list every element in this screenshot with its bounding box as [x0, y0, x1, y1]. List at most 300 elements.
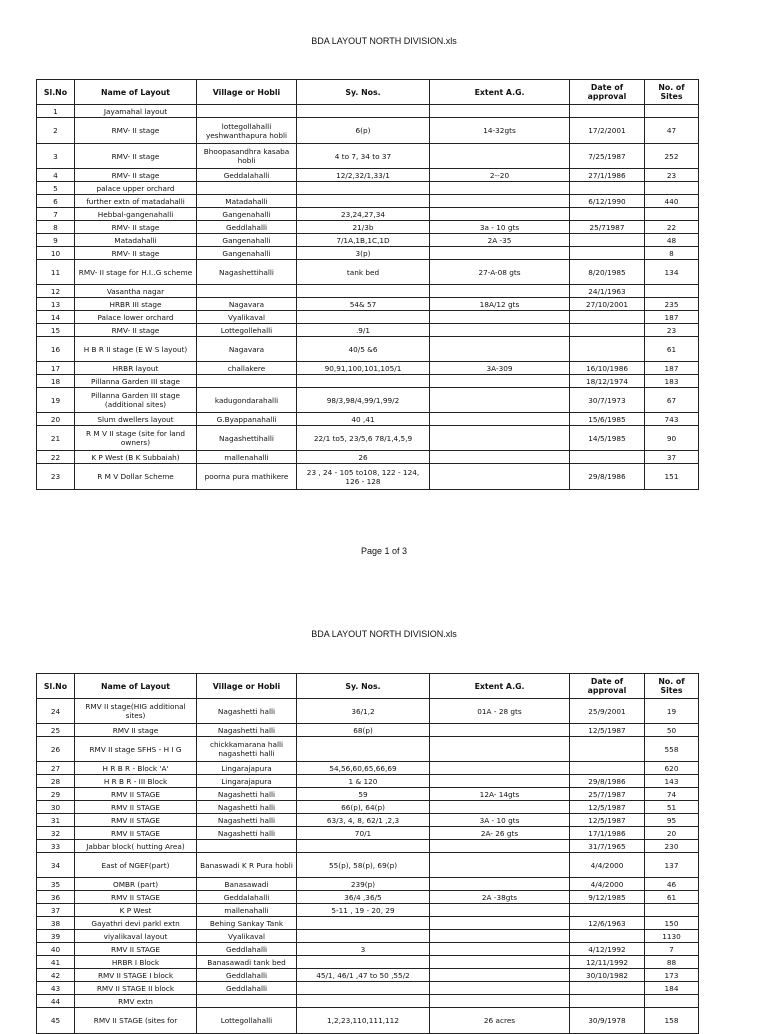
- cell-survey-numbers: [297, 995, 430, 1008]
- cell-extent: 3A - 10 gts: [430, 814, 570, 827]
- cell-village: Banaswadi K R Pura hobli: [197, 853, 297, 878]
- cell-date-approval: 12/5/1987: [570, 801, 645, 814]
- col-header-num-sites: No. of Sites: [645, 80, 699, 105]
- cell-layout-name: RMV- II stage: [75, 221, 197, 234]
- cell-num-sites: [645, 105, 699, 118]
- cell-date-approval: [570, 105, 645, 118]
- cell-village: Gangenahalli: [197, 234, 297, 247]
- cell-village: [197, 105, 297, 118]
- table-row: [37, 311, 699, 324]
- cell-extent: [430, 451, 570, 464]
- table-row: [37, 853, 699, 878]
- cell-layout-name: RMV II stage(HIG additional sites): [75, 699, 197, 724]
- cell-extent: [430, 311, 570, 324]
- cell-village: [197, 995, 297, 1008]
- cell-extent: [430, 337, 570, 362]
- cell-extent: [430, 930, 570, 943]
- table-row: [37, 247, 699, 260]
- cell-extent: 12A- 14gts: [430, 788, 570, 801]
- cell-survey-numbers: 3: [297, 943, 430, 956]
- table-row: [37, 464, 699, 490]
- cell-num-sites: 74: [645, 788, 699, 801]
- cell-layout-name: RMV II STAGE I block: [75, 969, 197, 982]
- cell-survey-numbers: 54& 57: [297, 298, 430, 311]
- cell-layout-name: RMV- II stage: [75, 324, 197, 337]
- table-row: [37, 814, 699, 827]
- cell-village: kadugondarahalli: [197, 388, 297, 413]
- cell-num-sites: 20: [645, 827, 699, 840]
- cell-extent: [430, 762, 570, 775]
- table-row: [37, 285, 699, 298]
- cell-village: Geddalahalli: [197, 891, 297, 904]
- cell-num-sites: 67: [645, 388, 699, 413]
- cell-extent: [430, 195, 570, 208]
- cell-date-approval: 16/10/1986: [570, 362, 645, 375]
- cell-survey-numbers: 7/1A,1B,1C,1D: [297, 234, 430, 247]
- col-header-layout-name: Name of Layout: [75, 80, 197, 105]
- cell-slno: 12: [37, 285, 75, 298]
- cell-slno: 8: [37, 221, 75, 234]
- cell-survey-numbers: [297, 285, 430, 298]
- table-row: [37, 375, 699, 388]
- cell-village: Vyalikaval: [197, 311, 297, 324]
- cell-date-approval: 15/6/1985: [570, 413, 645, 426]
- table-row: [37, 1008, 699, 1034]
- table-row: [37, 891, 699, 904]
- cell-village: Lottegollehalli: [197, 324, 297, 337]
- cell-date-approval: 29/8/1986: [570, 464, 645, 490]
- table-row: [37, 982, 699, 995]
- table-row: [37, 105, 699, 118]
- cell-slno: 15: [37, 324, 75, 337]
- cell-village: Gangenahalli: [197, 208, 297, 221]
- cell-layout-name: H R B R - Block 'A': [75, 762, 197, 775]
- cell-layout-name: RMV- II stage: [75, 169, 197, 182]
- cell-layout-name: RMV II STAGE: [75, 801, 197, 814]
- cell-survey-numbers: 21/3b: [297, 221, 430, 234]
- page-footer: Page 1 of 3: [360, 546, 408, 556]
- cell-village: Banasawadi tank bed: [197, 956, 297, 969]
- cell-extent: [430, 285, 570, 298]
- cell-layout-name: palace upper orchard: [75, 182, 197, 195]
- cell-date-approval: [570, 182, 645, 195]
- cell-village: Nagashettihalli: [197, 426, 297, 451]
- cell-extent: [430, 388, 570, 413]
- cell-slno: 10: [37, 247, 75, 260]
- cell-slno: 28: [37, 775, 75, 788]
- cell-extent: [430, 247, 570, 260]
- cell-survey-numbers: [297, 917, 430, 930]
- cell-village: Geddlahalli: [197, 982, 297, 995]
- cell-survey-numbers: 1,2,23,110,111,112: [297, 1008, 430, 1034]
- cell-survey-numbers: 22/1 to5, 23/5,6 78/1,4,5,9: [297, 426, 430, 451]
- table-row: [37, 260, 699, 285]
- cell-date-approval: 4/12/1992: [570, 943, 645, 956]
- cell-date-approval: 7/25/1987: [570, 144, 645, 169]
- cell-survey-numbers: 3(p): [297, 247, 430, 260]
- cell-num-sites: 23: [645, 324, 699, 337]
- cell-layout-name: RMV II STAGE: [75, 788, 197, 801]
- cell-extent: [430, 969, 570, 982]
- cell-slno: 36: [37, 891, 75, 904]
- cell-survey-numbers: 36/1,2: [297, 699, 430, 724]
- cell-num-sites: 48: [645, 234, 699, 247]
- table-row: [37, 362, 699, 375]
- cell-num-sites: [645, 904, 699, 917]
- cell-survey-numbers: 68(p): [297, 724, 430, 737]
- cell-extent: 2A- 26 gts: [430, 827, 570, 840]
- cell-extent: 3A-309: [430, 362, 570, 375]
- table-row: [37, 337, 699, 362]
- cell-layout-name: Jabbar block( hutting Area): [75, 840, 197, 853]
- cell-slno: 29: [37, 788, 75, 801]
- cell-slno: 44: [37, 995, 75, 1008]
- cell-num-sites: 143: [645, 775, 699, 788]
- cell-num-sites: 252: [645, 144, 699, 169]
- cell-village: Geddlahalli: [197, 969, 297, 982]
- cell-village: lottegollahalli yeshwanthapura hobli: [197, 118, 297, 144]
- cell-village: Nagashetti halli: [197, 699, 297, 724]
- cell-survey-numbers: .9/1: [297, 324, 430, 337]
- cell-village: Nagashetti halli: [197, 827, 297, 840]
- cell-date-approval: 9/12/1985: [570, 891, 645, 904]
- cell-date-approval: [570, 247, 645, 260]
- cell-village: [197, 182, 297, 195]
- cell-layout-name: R M V Dollar Scheme: [75, 464, 197, 490]
- cell-num-sites: 37: [645, 451, 699, 464]
- col-header-village: Village or Hobli: [197, 674, 297, 699]
- cell-slno: 7: [37, 208, 75, 221]
- cell-slno: 2: [37, 118, 75, 144]
- cell-survey-numbers: 23,24,27,34: [297, 208, 430, 221]
- cell-date-approval: 8/20/1985: [570, 260, 645, 285]
- col-header-survey-numbers: Sy. Nos.: [297, 674, 430, 699]
- cell-village: Geddalahalli: [197, 169, 297, 182]
- col-header-slno: Sl.No: [37, 80, 75, 105]
- cell-layout-name: RMV II STAGE (sites for: [75, 1008, 197, 1034]
- cell-date-approval: 25/7/1987: [570, 788, 645, 801]
- table-row: [37, 840, 699, 853]
- cell-slno: 3: [37, 144, 75, 169]
- cell-num-sites: 61: [645, 337, 699, 362]
- cell-survey-numbers: 90,91,100,101,105/1: [297, 362, 430, 375]
- cell-village: Lottegollahalli: [197, 1008, 297, 1034]
- cell-layout-name: Jayamahal layout: [75, 105, 197, 118]
- cell-extent: [430, 995, 570, 1008]
- cell-slno: 30: [37, 801, 75, 814]
- cell-village: mallenahalli: [197, 904, 297, 917]
- cell-date-approval: 30/7/1973: [570, 388, 645, 413]
- cell-slno: 18: [37, 375, 75, 388]
- table-row: [37, 195, 699, 208]
- col-header-date-approval: Date of approval: [570, 674, 645, 699]
- table-row: [37, 969, 699, 982]
- cell-date-approval: 6/12/1990: [570, 195, 645, 208]
- cell-layout-name: Gayathri devi parkl extn: [75, 917, 197, 930]
- cell-layout-name: RMV- II stage: [75, 118, 197, 144]
- cell-date-approval: [570, 737, 645, 762]
- cell-num-sites: 151: [645, 464, 699, 490]
- table-row: [37, 413, 699, 426]
- cell-village: Nagashetti halli: [197, 724, 297, 737]
- table-row: [37, 426, 699, 451]
- cell-extent: [430, 105, 570, 118]
- cell-slno: 33: [37, 840, 75, 853]
- table-row: [37, 298, 699, 311]
- cell-village: [197, 840, 297, 853]
- cell-date-approval: 25/71987: [570, 221, 645, 234]
- col-header-num-sites: No. of Sites: [645, 674, 699, 699]
- cell-slno: 40: [37, 943, 75, 956]
- cell-date-approval: 17/2/2001: [570, 118, 645, 144]
- cell-date-approval: [570, 930, 645, 943]
- table-row: [37, 930, 699, 943]
- cell-date-approval: [570, 324, 645, 337]
- cell-slno: 25: [37, 724, 75, 737]
- cell-layout-name: RMV extn: [75, 995, 197, 1008]
- cell-date-approval: 24/1/1963: [570, 285, 645, 298]
- cell-date-approval: 4/4/2000: [570, 878, 645, 891]
- file-title-page2: BDA LAYOUT NORTH DIVISION.xls: [311, 629, 457, 639]
- cell-slno: 9: [37, 234, 75, 247]
- cell-layout-name: RMV II STAGE: [75, 891, 197, 904]
- cell-num-sites: 47: [645, 118, 699, 144]
- cell-date-approval: [570, 904, 645, 917]
- cell-num-sites: 7: [645, 943, 699, 956]
- cell-date-approval: 4/4/2000: [570, 853, 645, 878]
- cell-village: poorna pura mathikere: [197, 464, 297, 490]
- cell-survey-numbers: [297, 311, 430, 324]
- col-header-village: Village or Hobli: [197, 80, 297, 105]
- cell-village: [197, 375, 297, 388]
- col-header-extent: Extent A.G.: [430, 80, 570, 105]
- table-header-row: [37, 674, 699, 699]
- cell-survey-numbers: [297, 375, 430, 388]
- cell-num-sites: 440: [645, 195, 699, 208]
- cell-extent: [430, 956, 570, 969]
- cell-date-approval: 18/12/1974: [570, 375, 645, 388]
- cell-survey-numbers: 6(p): [297, 118, 430, 144]
- cell-layout-name: RMV II STAGE: [75, 943, 197, 956]
- cell-num-sites: [645, 208, 699, 221]
- cell-date-approval: 12/5/1987: [570, 724, 645, 737]
- cell-slno: 16: [37, 337, 75, 362]
- cell-date-approval: 12/11/1992: [570, 956, 645, 969]
- cell-slno: 4: [37, 169, 75, 182]
- table-row: [37, 995, 699, 1008]
- cell-layout-name: RMV II stage SFHS - H I G: [75, 737, 197, 762]
- cell-survey-numbers: [297, 982, 430, 995]
- col-header-slno: Sl.No: [37, 674, 75, 699]
- cell-survey-numbers: [297, 956, 430, 969]
- cell-slno: 17: [37, 362, 75, 375]
- cell-village: Lingarajapura: [197, 762, 297, 775]
- cell-layout-name: H B R II stage (E W S layout): [75, 337, 197, 362]
- cell-num-sites: 230: [645, 840, 699, 853]
- cell-slno: 26: [37, 737, 75, 762]
- cell-num-sites: [645, 182, 699, 195]
- cell-layout-name: RMV II stage: [75, 724, 197, 737]
- cell-date-approval: 31/7/1965: [570, 840, 645, 853]
- layout-table-page1: [36, 79, 699, 490]
- cell-num-sites: 187: [645, 311, 699, 324]
- table-row: [37, 182, 699, 195]
- cell-extent: 01A - 28 gts: [430, 699, 570, 724]
- cell-survey-numbers: 5-11 , 19 - 20, 29: [297, 904, 430, 917]
- cell-village: Vyalikaval: [197, 930, 297, 943]
- cell-extent: 2--20: [430, 169, 570, 182]
- cell-date-approval: 12/6/1963: [570, 917, 645, 930]
- cell-num-sites: 1130: [645, 930, 699, 943]
- cell-num-sites: 743: [645, 413, 699, 426]
- cell-village: Nagashetti halli: [197, 788, 297, 801]
- cell-survey-numbers: [297, 930, 430, 943]
- cell-date-approval: 14/5/1985: [570, 426, 645, 451]
- cell-num-sites: 620: [645, 762, 699, 775]
- cell-extent: 27-A-08 gts: [430, 260, 570, 285]
- cell-survey-numbers: [297, 195, 430, 208]
- cell-survey-numbers: [297, 105, 430, 118]
- table-body-page1: [37, 105, 699, 490]
- table-row: [37, 943, 699, 956]
- cell-extent: [430, 943, 570, 956]
- cell-date-approval: 12/5/1987: [570, 814, 645, 827]
- cell-num-sites: 183: [645, 375, 699, 388]
- cell-village: Matadahalli: [197, 195, 297, 208]
- file-title-page1: BDA LAYOUT NORTH DIVISION.xls: [311, 36, 457, 46]
- cell-extent: 14-32gts: [430, 118, 570, 144]
- cell-date-approval: 30/9/1978: [570, 1008, 645, 1034]
- cell-survey-numbers: 40/5 &6: [297, 337, 430, 362]
- cell-slno: 1: [37, 105, 75, 118]
- cell-layout-name: Pillanna Garden III stage (additional sites): [75, 388, 197, 413]
- cell-village: mallenahalli: [197, 451, 297, 464]
- cell-village: Nagashettihalli: [197, 260, 297, 285]
- cell-date-approval: [570, 311, 645, 324]
- table-row: [37, 451, 699, 464]
- cell-slno: 35: [37, 878, 75, 891]
- table-row: [37, 762, 699, 775]
- cell-slno: 11: [37, 260, 75, 285]
- table-row: [37, 221, 699, 234]
- cell-slno: 42: [37, 969, 75, 982]
- cell-num-sites: 150: [645, 917, 699, 930]
- cell-village: Nagavara: [197, 298, 297, 311]
- cell-num-sites: [645, 995, 699, 1008]
- table-row: [37, 827, 699, 840]
- cell-num-sites: 22: [645, 221, 699, 234]
- cell-date-approval: [570, 995, 645, 1008]
- table-row: [37, 118, 699, 144]
- cell-slno: 39: [37, 930, 75, 943]
- cell-extent: 2A -35: [430, 234, 570, 247]
- cell-num-sites: 19: [645, 699, 699, 724]
- cell-num-sites: 61: [645, 891, 699, 904]
- cell-layout-name: RMV- II stage: [75, 144, 197, 169]
- cell-slno: 32: [37, 827, 75, 840]
- cell-extent: [430, 324, 570, 337]
- cell-village: Behing Sankay Tank: [197, 917, 297, 930]
- table-row: [37, 144, 699, 169]
- cell-num-sites: 51: [645, 801, 699, 814]
- cell-survey-numbers: 59: [297, 788, 430, 801]
- cell-extent: [430, 775, 570, 788]
- cell-date-approval: [570, 234, 645, 247]
- cell-extent: [430, 724, 570, 737]
- cell-layout-name: Hebbal-gangenahalli: [75, 208, 197, 221]
- cell-extent: [430, 840, 570, 853]
- cell-date-approval: 27/1/1986: [570, 169, 645, 182]
- cell-slno: 37: [37, 904, 75, 917]
- cell-layout-name: Matadahalli: [75, 234, 197, 247]
- table-row: [37, 234, 699, 247]
- col-header-extent: Extent A.G.: [430, 674, 570, 699]
- cell-village: G.Byappanahalli: [197, 413, 297, 426]
- cell-num-sites: 187: [645, 362, 699, 375]
- cell-extent: 3a - 10 gts: [430, 221, 570, 234]
- cell-slno: 38: [37, 917, 75, 930]
- cell-extent: [430, 464, 570, 490]
- cell-layout-name: HRBR layout: [75, 362, 197, 375]
- cell-num-sites: 137: [645, 853, 699, 878]
- cell-survey-numbers: 45/1, 46/1 ,47 to 50 ,55/2: [297, 969, 430, 982]
- table-row: [37, 737, 699, 762]
- cell-layout-name: Palace lower orchard: [75, 311, 197, 324]
- cell-date-approval: [570, 982, 645, 995]
- cell-date-approval: 27/10/2001: [570, 298, 645, 311]
- cell-layout-name: R M V II stage (site for land owners): [75, 426, 197, 451]
- cell-layout-name: Slum dwellers layout: [75, 413, 197, 426]
- cell-extent: [430, 737, 570, 762]
- cell-slno: 13: [37, 298, 75, 311]
- cell-survey-numbers: 239(p): [297, 878, 430, 891]
- cell-date-approval: 29/8/1986: [570, 775, 645, 788]
- cell-num-sites: 88: [645, 956, 699, 969]
- cell-num-sites: 8: [645, 247, 699, 260]
- cell-num-sites: 90: [645, 426, 699, 451]
- table-row: [37, 169, 699, 182]
- cell-survey-numbers: 1 & 120: [297, 775, 430, 788]
- cell-survey-numbers: 70/1: [297, 827, 430, 840]
- cell-layout-name: RMV II STAGE: [75, 814, 197, 827]
- cell-village: Geddlahalli: [197, 943, 297, 956]
- cell-survey-numbers: [297, 737, 430, 762]
- cell-num-sites: [645, 285, 699, 298]
- cell-slno: 5: [37, 182, 75, 195]
- col-header-survey-numbers: Sy. Nos.: [297, 80, 430, 105]
- cell-layout-name: RMV II STAGE: [75, 827, 197, 840]
- cell-survey-numbers: 66(p), 64(p): [297, 801, 430, 814]
- cell-survey-numbers: 4 to 7, 34 to 37: [297, 144, 430, 169]
- cell-layout-name: HRBR I Block: [75, 956, 197, 969]
- cell-extent: 18A/12 gts: [430, 298, 570, 311]
- cell-village: Gangenahalli: [197, 247, 297, 260]
- cell-survey-numbers: 63/3, 4, 8, 62/1 ,2,3: [297, 814, 430, 827]
- cell-date-approval: [570, 208, 645, 221]
- cell-slno: 24: [37, 699, 75, 724]
- cell-village: Nagashetti halli: [197, 814, 297, 827]
- cell-num-sites: 173: [645, 969, 699, 982]
- cell-date-approval: 25/9/2001: [570, 699, 645, 724]
- cell-slno: 43: [37, 982, 75, 995]
- table-row: [37, 788, 699, 801]
- cell-num-sites: 23: [645, 169, 699, 182]
- cell-village: Geddlahalli: [197, 221, 297, 234]
- cell-village: Bhoopasandhra kasaba hobli: [197, 144, 297, 169]
- cell-layout-name: viyalikaval layout: [75, 930, 197, 943]
- layout-table-page2: [36, 673, 699, 1034]
- cell-village: [197, 285, 297, 298]
